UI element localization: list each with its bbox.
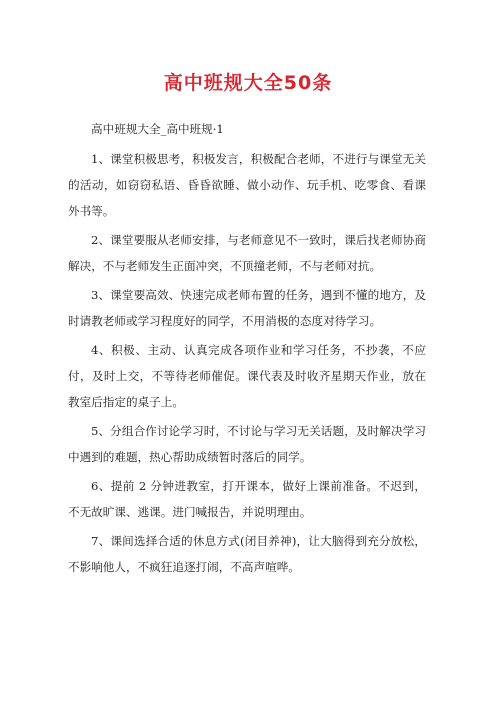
- rule-item-1: 1、课堂积极思考，积极发言，积极配合老师，不进行与课堂无关的活动，如窃窃私语、昏昏欲睡、做小动作、玩手机、吃零食、看课外书等。: [68, 152, 426, 218]
- rule-item-4: 4、积极、主动、认真完成各项作业和学习任务，不抄袭，不应付，及时上交，不等待老师催促。课代表及时收齐星期天作业，放在教室后指定的桌子上。: [68, 343, 426, 409]
- rule-item-7: 7、课间选择合适的休息方式(闭目养神)，让大脑得到充分放松，不影响他人，不疯狂追逐打闹，不高声喧哗。: [68, 534, 426, 574]
- rule-item-3: 3、课堂要高效、快速完成老师布置的任务，遇到不懂的地方，及时请教老师或学习程度好的同学，不用消极的态度对待学习。: [68, 288, 426, 328]
- document-body: [68, 116, 426, 583]
- rule-item-2: 2、课堂要服从老师安排，与老师意见不一致时，课后找老师协商解决，不与老师发生正面冲突，不顶撞老师，不与老师对抗。: [68, 233, 426, 273]
- rule-item-6: 6、提前 2 分钟进教室，打开课本，做好上课前准备。不迟到，不无故旷课、逃课。进门喊报告，并说明理由。: [68, 479, 426, 519]
- rule-item-5: 5、分组合作讨论学习时，不讨论与学习无关话题，及时解决学习中遇到的难题，热心帮助成绩暂时落后的同学。: [68, 424, 426, 464]
- document-subtitle: 高中班规大全_高中班规·1: [91, 122, 224, 136]
- document-title: 高中班规大全50条: [163, 72, 333, 94]
